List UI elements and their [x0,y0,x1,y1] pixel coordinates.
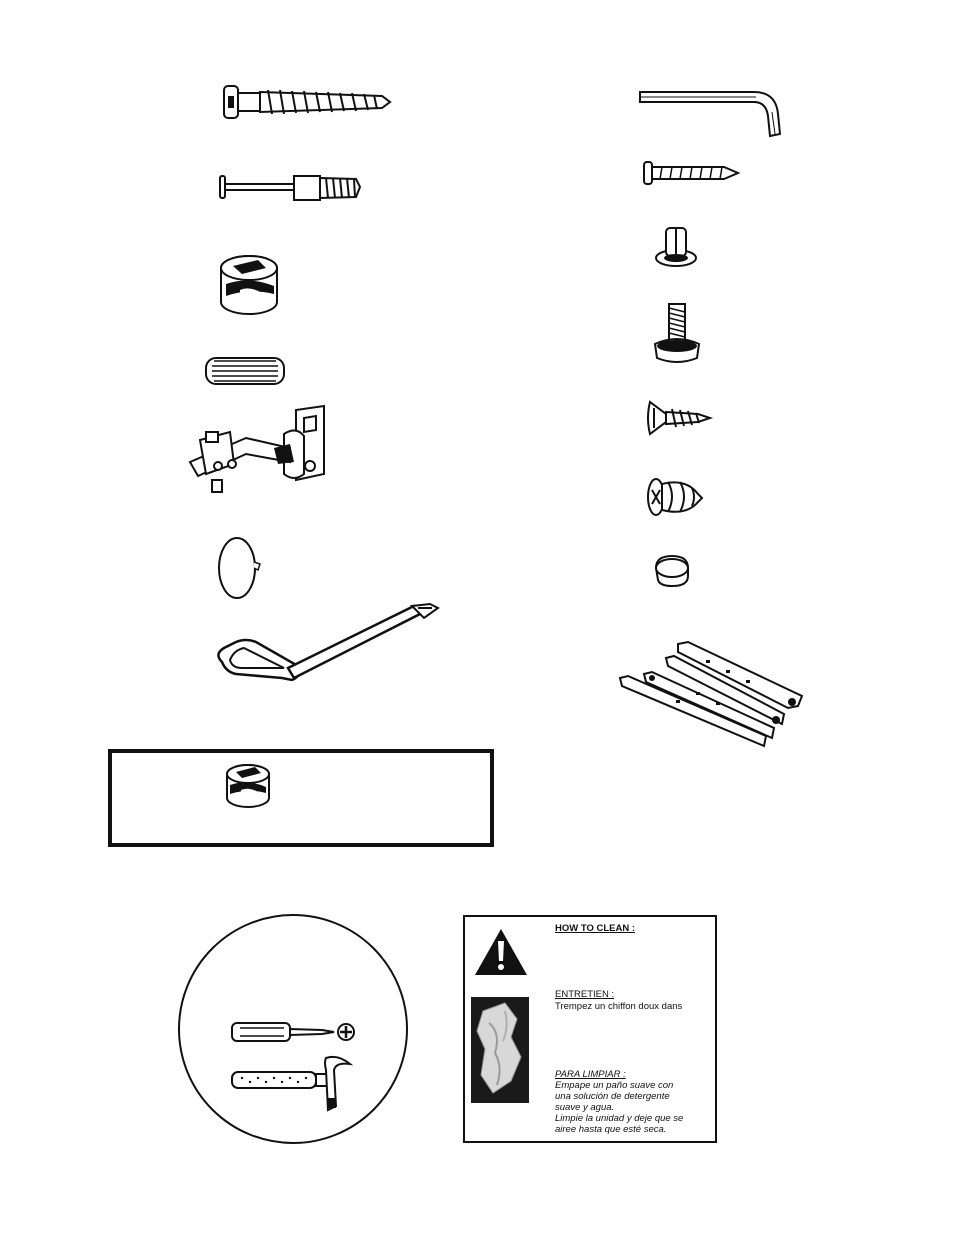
connector-bolt-icon [222,84,392,124]
allen-wrench-icon [638,88,784,140]
bumper-pad-icon [652,554,692,590]
wood-dowel-icon [204,356,288,386]
nail-icon [642,160,742,188]
cleaning-instructions-box [463,915,717,1143]
wood-screw-icon [646,400,712,436]
hammer-icon [228,1054,358,1114]
spanish-heading: PARA LIMPIAR : [555,1069,626,1080]
cam-lock-icon [218,254,282,316]
shelf-support-peg-icon [654,224,700,270]
french-text-line: Trempez un chiffon doux dans [555,1001,683,1012]
cleaning-cloth-icon [471,997,529,1103]
cam-bolt-icon [218,170,363,206]
french-heading: ENTRETIEN : [555,989,615,1000]
spanish-text-line: una solución de detergente [555,1091,670,1102]
warning-triangle-icon [473,927,529,977]
spare-parts-notice-box [108,749,494,847]
english-heading: HOW TO CLEAN : [555,923,636,934]
spanish-text-line: airee hasta que esté seca. [555,1124,667,1135]
drawer-slide-rails-icon [616,640,806,750]
cabinet-hinge-icon [186,404,328,500]
phillips-screwdriver-icon [230,1020,360,1044]
cam-lock-icon [224,763,274,809]
screw-cover-cap-icon [216,536,266,602]
spanish-text-line: Empape un paño suave con [555,1080,674,1091]
tools-required-circle [178,914,408,1144]
spanish-text-line: suave y agua. [555,1102,615,1113]
hex-screwdriver-key-icon [212,602,442,684]
spanish-text-line: Limpie la unidad y deje que se [555,1113,684,1124]
drywall-anchor-icon [646,476,704,518]
leveling-foot-icon [652,300,702,370]
